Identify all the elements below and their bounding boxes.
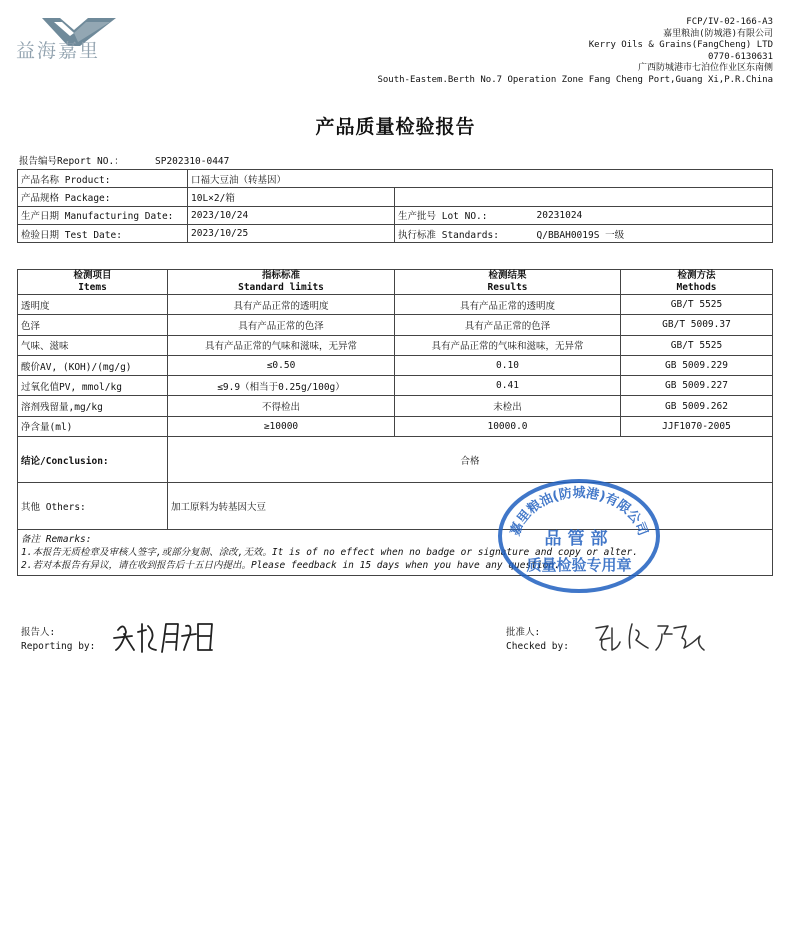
- test-result: 0.41: [395, 376, 621, 396]
- header-items: 检测项目 Items: [18, 270, 168, 295]
- table-row: [18, 355, 773, 375]
- lot-value: 20231024: [534, 206, 773, 224]
- header-results: 检测结果 Results: [395, 270, 621, 295]
- test-item: 酸价AV, (KOH)/(mg/g): [18, 355, 168, 375]
- info-row-product: [18, 170, 773, 188]
- remarks-line-1: 1.本报告无质检章及审核人签字,或部分复制、涂改,无效。It is of no effect when no badge or signature and copy or alter.: [21, 547, 638, 559]
- test-result: 未检出: [395, 396, 621, 416]
- conclusion-row: [18, 437, 773, 483]
- info-row-package: [18, 188, 773, 206]
- test-item: 气味、滋味: [18, 335, 168, 355]
- company-header: [377, 17, 773, 87]
- reporter-signature: [112, 616, 222, 658]
- table-row: [18, 315, 773, 335]
- test-method: GB/T 5009.37: [621, 315, 773, 335]
- reporter-label-cn: 报告人:: [21, 627, 56, 638]
- standards-label: 执行标准 Standards:: [395, 224, 534, 242]
- test-limit: 不得检出: [168, 396, 395, 416]
- others-value: 加工原料为转基因大豆: [168, 483, 773, 530]
- package-label: 产品规格 Package:: [18, 188, 188, 206]
- conclusion-value: 合格: [168, 437, 773, 483]
- test-item: 溶剂残留量,mg/kg: [18, 396, 168, 416]
- test-limit: ≤0.50: [168, 355, 395, 375]
- stamp-bottom-text: 质量检验专用章: [526, 556, 632, 574]
- stamp-center-text: 品管部: [544, 529, 614, 549]
- remarks-line-2: 2.若对本报告有异议，请在收到报告后十五日内提出。Please feedback in 15 days when you have any question.: [21, 560, 560, 572]
- test-item: 过氧化值PV, mmol/kg: [18, 376, 168, 396]
- test-item: 色泽: [18, 315, 168, 335]
- company-address-cn: 广西防城港市七泊位作业区东南侧: [637, 63, 773, 74]
- package-empty-cell: [395, 188, 773, 206]
- remarks-title: 备注 Remarks:: [21, 534, 92, 546]
- company-name-cn: 嘉里粮油(防城港)有限公司: [663, 28, 773, 39]
- header-methods: 检测方法 Methods: [621, 270, 773, 295]
- test-limit: ≥10000: [168, 416, 395, 436]
- conclusion-label: 结论/Conclusion:: [18, 437, 168, 483]
- package-value: 10L×2/箱: [188, 188, 395, 206]
- table-row: [18, 335, 773, 355]
- product-info-table: [17, 169, 773, 243]
- reporter-label-en: Reporting by:: [21, 641, 96, 652]
- product-value: 口福大豆油（转基因）: [188, 170, 773, 188]
- report-number-value: SP202310-0447: [155, 156, 230, 167]
- table-row: [18, 396, 773, 416]
- test-date-value: 2023/10/25: [188, 224, 395, 242]
- page-title: 产品质量检验报告: [315, 116, 476, 138]
- checker-label-cn: 批准人:: [506, 627, 541, 638]
- table-row: [18, 376, 773, 396]
- test-method: GB/T 5525: [621, 295, 773, 315]
- mfg-value: 2023/10/24: [188, 206, 395, 224]
- test-result: 具有产品正常的透明度: [395, 295, 621, 315]
- test-method: GB/T 5525: [621, 335, 773, 355]
- company-phone: 0770-6130631: [707, 51, 773, 62]
- test-method: GB 5009.262: [621, 396, 773, 416]
- test-result: 具有产品正常的色泽: [395, 315, 621, 335]
- checker-label: [506, 626, 569, 654]
- info-row-test: [18, 224, 773, 242]
- test-method: GB 5009.229: [621, 355, 773, 375]
- checker-label-en: Checked by:: [506, 641, 569, 652]
- official-stamp: [498, 478, 660, 593]
- test-limit: ≤9.9（相当于0.25g/100g）: [168, 376, 395, 396]
- report-number: [19, 153, 229, 167]
- test-date-label: 检验日期 Test Date:: [18, 224, 188, 242]
- report-number-label: 报告编号Report NO.：: [19, 156, 124, 167]
- reporter-label: [21, 626, 95, 654]
- test-item: 净含量(ml): [18, 416, 168, 436]
- test-result: 具有产品正常的气味和滋味，无异常: [395, 335, 621, 355]
- company-name-en: Kerry Oils & Grains(FangCheng) LTD: [588, 40, 773, 51]
- test-limit: 具有产品正常的气味和滋味，无异常: [168, 335, 395, 355]
- test-header-row: [18, 270, 773, 295]
- info-row-manufacturing: [18, 206, 773, 224]
- test-method: JJF1070-2005: [621, 416, 773, 436]
- test-item: 透明度: [18, 295, 168, 315]
- lot-label: 生产批号 Lot NO.:: [395, 206, 534, 224]
- others-label: 其他 Others:: [18, 483, 168, 530]
- standards-value: Q/BBAH0019S 一级: [534, 224, 773, 242]
- test-result: 0.10: [395, 355, 621, 375]
- test-method: GB 5009.227: [621, 376, 773, 396]
- table-row: [18, 416, 773, 436]
- logo-text: 益海嘉里: [16, 40, 101, 62]
- test-result: 10000.0: [395, 416, 621, 436]
- header-limits: 指标标准 Standard limits: [168, 270, 395, 295]
- form-code: FCP/IV-02-166-A3: [686, 17, 773, 27]
- mfg-label: 生产日期 Manufacturing Date:: [18, 206, 188, 224]
- stamp-ring-text: 嘉里粮油(防城港)有限公司: [507, 486, 651, 538]
- test-limit: 具有产品正常的透明度: [168, 295, 395, 315]
- product-label: 产品名称 Product:: [18, 170, 188, 188]
- company-address-en: South-Eastem.Berth No.7 Operation Zone Fang Cheng Port,Guang Xi,P.R.China: [377, 74, 773, 85]
- test-limit: 具有产品正常的色泽: [168, 315, 395, 335]
- table-row: [18, 295, 773, 315]
